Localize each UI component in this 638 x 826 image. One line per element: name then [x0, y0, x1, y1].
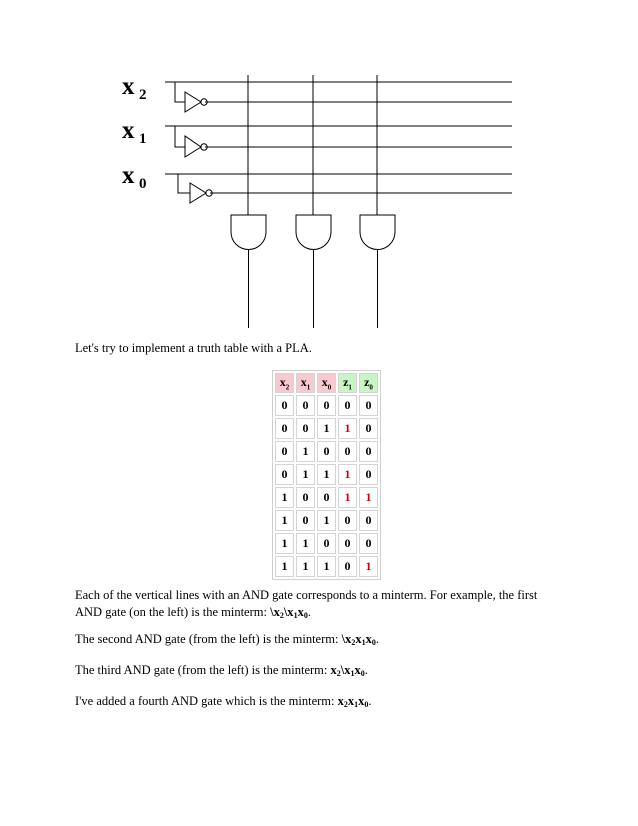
paragraph-end: .: [307, 605, 311, 619]
minterm: $\backslash x_2\backslash x_1x_0$: [270, 605, 308, 620]
header-z0: $z_0$: [359, 373, 378, 393]
minterm: $x_2\backslash x_1x_0$: [330, 663, 365, 678]
paragraph-second-and: [75, 631, 565, 651]
intro-text: Let's try to implement a truth table with a PLA.: [75, 341, 312, 355]
table-cell: 1: [296, 556, 315, 577]
header-x1: $x_1$: [296, 373, 315, 393]
table-cell: 1: [338, 487, 357, 508]
table-row: [275, 441, 378, 462]
table-cell: 1: [275, 556, 294, 577]
table-row: [275, 533, 378, 554]
table-cell: 1: [296, 533, 315, 554]
table-cell: 1: [338, 464, 357, 485]
table-row: [275, 487, 378, 508]
table-cell: 0: [275, 418, 294, 439]
table-cell: 1: [317, 464, 336, 485]
table-cell: 1: [338, 418, 357, 439]
input-label-x2-letter: x: [122, 73, 135, 100]
table-cell: 0: [359, 418, 378, 439]
table-cell: 1: [359, 487, 378, 508]
table-cell: 1: [296, 441, 315, 462]
table-cell: 0: [359, 464, 378, 485]
not-gate-x1: [175, 126, 207, 157]
paragraph-text: The third AND gate (from the left) is the minterm:: [75, 663, 331, 677]
paragraph-fourth-and: [75, 693, 565, 713]
paragraph-text: Each of the vertical lines with an AND gate corresponds to a minterm. For example, the first AND gate (on the left) is the minterm:: [75, 588, 538, 619]
table-cell: 0: [359, 395, 378, 416]
table-cell: 0: [296, 510, 315, 531]
table-row: [275, 556, 378, 577]
table-row: [275, 464, 378, 485]
not-gate-x0: [178, 174, 212, 203]
table-row: [275, 418, 378, 439]
table-cell: 0: [338, 556, 357, 577]
pla-diagram: [0, 0, 638, 340]
table-cell: 1: [317, 556, 336, 577]
table-cell: 0: [296, 395, 315, 416]
table-cell: 0: [338, 441, 357, 462]
truth-table-header-row: [275, 373, 378, 393]
table-cell: 0: [275, 395, 294, 416]
paragraph-end: .: [375, 632, 379, 646]
table-cell: 0: [317, 441, 336, 462]
table-cell: 1: [296, 464, 315, 485]
header-x2: $x_2$: [275, 373, 294, 393]
input-label-x1-letter: x: [122, 117, 135, 144]
table-cell: 0: [359, 510, 378, 531]
table-cell: 0: [275, 441, 294, 462]
input-label-x1-sub: 1: [139, 131, 147, 147]
minterm: $\backslash x_2x_1x_0$: [341, 632, 376, 647]
input-label-x0-letter: x: [122, 162, 135, 189]
table-cell: 0: [317, 533, 336, 554]
table-cell: 0: [359, 441, 378, 462]
table-row: [275, 395, 378, 416]
paragraph-text: I've added a fourth AND gate which is the minterm:: [75, 694, 338, 708]
paragraph-first-and: [75, 587, 565, 624]
table-cell: 0: [338, 395, 357, 416]
table-cell: 0: [317, 395, 336, 416]
table-cell: 1: [275, 533, 294, 554]
table-cell: 1: [317, 510, 336, 531]
and-gate-3: [360, 215, 395, 250]
paragraph-end: .: [368, 694, 372, 708]
table-cell: 0: [359, 533, 378, 554]
table-cell: 0: [338, 510, 357, 531]
table-cell: 0: [338, 533, 357, 554]
and-gate-2: [296, 215, 331, 250]
truth-table: [272, 370, 381, 580]
table-cell: 1: [275, 487, 294, 508]
not-gate-x2: [175, 82, 207, 112]
and-gate-1: [231, 215, 266, 250]
paragraph-third-and: [75, 662, 565, 682]
table-cell: 1: [275, 510, 294, 531]
header-x0: $x_0$: [317, 373, 336, 393]
table-cell: 0: [296, 487, 315, 508]
input-label-x0-sub: 0: [139, 176, 147, 192]
table-cell: 1: [359, 556, 378, 577]
table-cell: 1: [317, 418, 336, 439]
input-label-x2-sub: 2: [139, 87, 147, 103]
table-cell: 0: [296, 418, 315, 439]
table-cell: 0: [275, 464, 294, 485]
table-cell: 0: [317, 487, 336, 508]
table-row: [275, 510, 378, 531]
paragraph-text: The second AND gate (from the left) is the minterm:: [75, 632, 342, 646]
header-z1: $z_1$: [338, 373, 357, 393]
paragraph-end: .: [364, 663, 368, 677]
minterm: $x_2x_1x_0$: [337, 694, 369, 709]
